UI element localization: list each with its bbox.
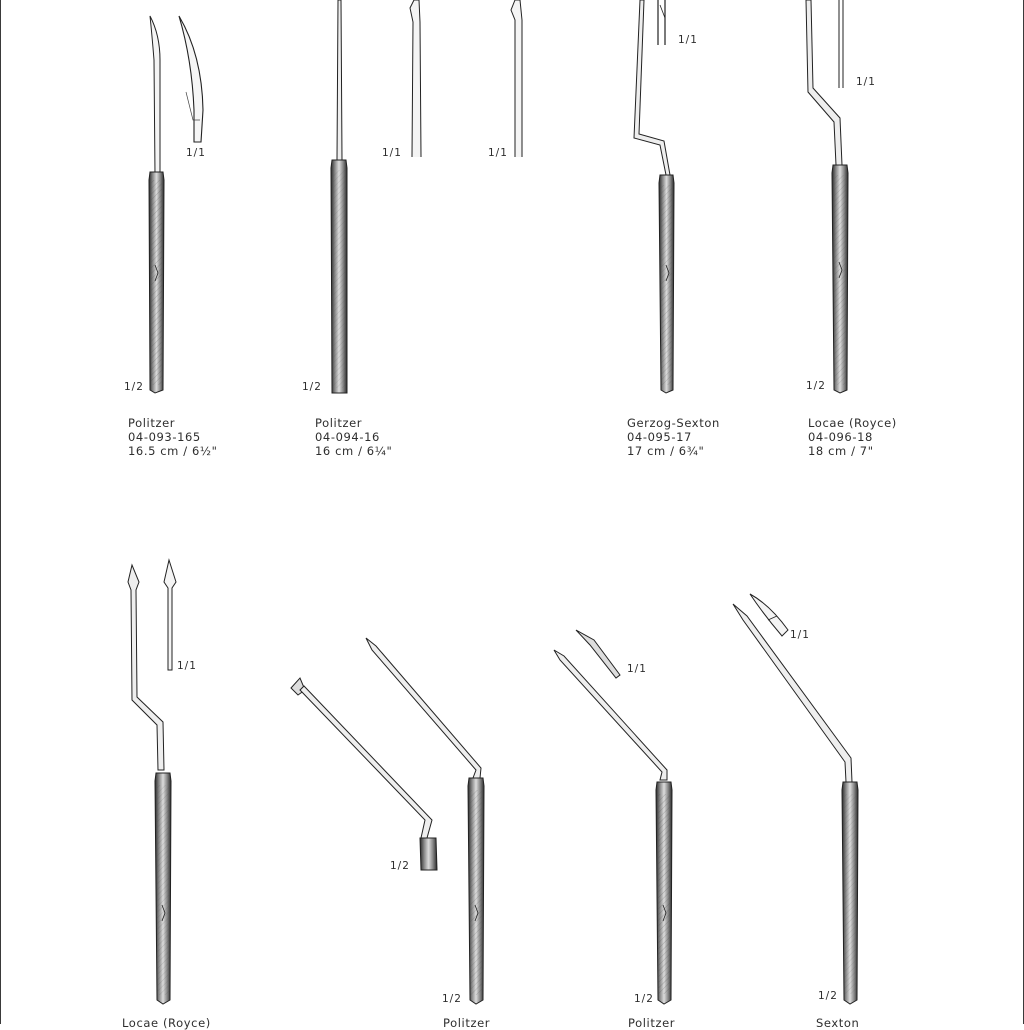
scale-label: 1/1 [790,629,810,641]
scale-label: 1/1 [678,34,698,46]
scale-label: 1/2 [302,381,322,393]
scale-label: 1/1 [177,660,197,672]
scale-label: 1/2 [634,993,654,1005]
caption-item-3 [627,416,720,458]
scale-label: 1/1 [186,147,206,159]
product-name: Politzer [628,1016,676,1030]
detail-politzer-needle-tip-b [511,0,522,157]
detail-gerzog-sexton-tip [658,0,665,45]
caption-item-4 [808,416,897,458]
product-name: Locae (Royce) [122,1016,211,1030]
scale-label: 1/1 [382,147,402,159]
caption-item-1 [128,416,218,458]
caption-item-8 [816,1016,859,1030]
detail-politzer-knife-tip [179,16,203,142]
scale-label: 1/2 [390,860,410,872]
instrument-gerzog-sexton [634,0,674,393]
product-name: Sexton [816,1016,860,1030]
instrument-politzer-knife [149,16,164,393]
scale-label: 1/2 [124,381,144,393]
instrument-locae-royce-bottom [128,565,171,1004]
caption-item-7 [628,1016,675,1030]
detail-politzer-needle-tip-a [410,0,421,157]
caption-item-2 [315,416,392,458]
caption-item-6 [443,1016,490,1030]
product-name: Politzer [128,416,176,430]
scale-label: 1/2 [442,993,462,1005]
scale-label: 1/1 [856,76,876,88]
detail-locae-royce-bottom-tip [164,560,176,670]
instrument-politzer-needle [331,0,347,393]
scale-label: 1/1 [627,663,647,675]
detail-politzer-angled-2-tip [576,630,620,678]
product-code: 04-095-17 [627,430,692,444]
detail-locae-royce-top-tip [839,0,843,88]
product-name: Locae (Royce) [808,416,897,430]
product-name: Politzer [443,1016,491,1030]
detail-politzer-angled-head [291,678,437,870]
product-size: 16.5 cm / 6½" [128,444,218,458]
scale-label: 1/1 [488,147,508,159]
scale-label: 1/2 [806,380,826,392]
product-code: 04-096-18 [808,430,873,444]
product-code: 04-094-16 [315,430,380,444]
instrument-sexton [733,604,858,1004]
product-name: Gerzog-Sexton [627,416,720,430]
caption-item-5 [122,1016,211,1030]
scale-label: 1/2 [818,990,838,1002]
product-size: 18 cm / 7" [808,444,874,458]
product-code: 04-093-165 [128,430,201,444]
instrument-politzer-angled-2 [554,650,672,1004]
product-name: Politzer [315,416,363,430]
product-size: 16 cm / 6¼" [315,444,393,458]
product-size: 17 cm / 6¾" [627,444,705,458]
instrument-locae-royce-top [806,0,848,393]
